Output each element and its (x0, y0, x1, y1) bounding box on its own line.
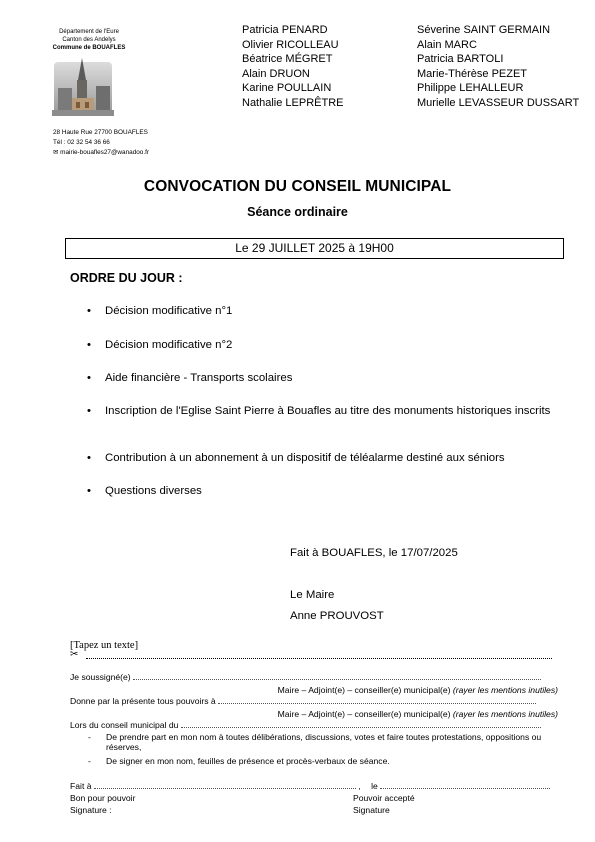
agenda-item-text: Questions diverses (105, 485, 202, 497)
agenda-item-text: Aide financière - Transports scolaires (105, 372, 293, 384)
agenda-item (87, 451, 559, 465)
clause-2 (70, 756, 558, 766)
fait-a-line: Fait à BOUAFLES, le 17/07/2025 (290, 547, 458, 559)
council-member: Philippe LEHALLEUR (417, 82, 524, 95)
meeting-date-box: Le 29 JUILLET 2025 à 19H00 (65, 238, 564, 259)
commune-line: Commune de BOUAFLES (52, 45, 126, 51)
agenda-item-text: Contribution à un abonnement à un dispositif de téléalarme destiné aux séniors (105, 452, 505, 464)
donne-row (70, 696, 558, 706)
council-member: Béatrice MÉGRET (242, 53, 333, 66)
bon-row (70, 793, 558, 803)
signature-row (70, 805, 558, 815)
donne-label: Donne par la présente tous pouvoirs à (70, 696, 216, 706)
roles-text: Maire – Adjoint(e) – conseiller(e) municipal(e) (277, 709, 451, 719)
scissors-icon: ✂ (70, 649, 79, 660)
signature-label-2[interactable]: Signature (353, 805, 390, 815)
council-member: Alain MARC (417, 38, 477, 51)
council-member: Karine POULLAIN (242, 82, 332, 95)
roles-text: Maire – Adjoint(e) – conseiller(e) municipal(e) (277, 685, 451, 695)
agenda-item-text: Décision modificative n°1 (105, 305, 233, 317)
document-title: CONVOCATION DU CONSEIL MUNICIPAL (143, 178, 452, 195)
council-member: Patricia BARTOLI (417, 53, 504, 66)
council-member: Séverine SAINT GERMAIN (417, 24, 551, 36)
agenda-item-text: Inscription de l'Eglise Saint Pierre à Bouafles au titre des monuments historiques inscrits (105, 405, 551, 417)
council-member: Patricia PENARD (242, 24, 328, 36)
bullet-icon: • (87, 405, 91, 417)
signature-label[interactable]: Signature : (70, 805, 112, 815)
council-names-right (417, 23, 579, 111)
address-line: 28 Haute Rue 27700 BOUAFLES (53, 129, 148, 136)
email-address[interactable]: mairie-bouafles27@wanadoo.fr (60, 149, 150, 156)
clause-1-text: De prendre part en mon nom à toutes délibérations, discussions, votes et faire toutes protestations, oppositions ou réserves, (106, 732, 542, 752)
agenda-item (87, 484, 559, 498)
agenda-item-text: Décision modificative n°2 (105, 339, 233, 351)
department-header (34, 28, 144, 52)
lors-row (70, 720, 558, 730)
rayer-note: (rayer les mentions inutiles) (452, 709, 558, 719)
pouvoir-accepte: Pouvoir accepté (353, 793, 415, 803)
cut-dotted-line (86, 658, 552, 659)
agenda-item (87, 404, 559, 418)
bon-pour-pouvoir: Bon pour pouvoir (70, 793, 136, 803)
email-line (53, 148, 149, 158)
agenda-heading: ORDRE DU JOUR : (70, 271, 183, 285)
council-member: Alain DRUON (242, 67, 310, 80)
bullet-icon: • (87, 452, 91, 464)
bullet-icon: • (87, 305, 91, 317)
soussigne-field[interactable] (133, 679, 541, 680)
envelope-icon: ✉ (53, 149, 59, 156)
church-logo (52, 58, 114, 120)
clause-1 (70, 732, 558, 752)
bullet-icon: • (87, 372, 91, 384)
agenda-item (87, 371, 559, 385)
canton-line: Canton des Andelys (62, 37, 116, 43)
council-names-left (242, 23, 344, 111)
proxy-form (70, 672, 558, 822)
fait-lieu-field[interactable] (94, 788, 356, 789)
clause-2-text: De signer en mon nom, feuilles de présence et procès-verbaux de séance. (106, 756, 390, 766)
dash-marker: - (88, 756, 91, 766)
council-member: Marie-Thérèse PEZET (417, 67, 528, 80)
mairie-address (53, 128, 149, 158)
rayer-note: (rayer les mentions inutiles) (452, 685, 558, 695)
le-label: le (371, 781, 378, 791)
phone-line: Tél : 02 32 54 36 66 (53, 139, 110, 146)
roles-row-2 (70, 709, 558, 719)
dept-line: Département de l'Eure (59, 29, 119, 35)
council-member: Murielle LEVASSEUR DUSSART (417, 96, 580, 109)
maire-name: Anne PROUVOST (290, 610, 384, 622)
lors-label: Lors du conseil municipal du (70, 720, 179, 730)
soussigne-label: Je soussigné(e) (70, 672, 131, 682)
agenda-item (87, 304, 559, 318)
dash-marker: - (88, 732, 91, 742)
conseil-date-field[interactable] (181, 727, 541, 728)
council-member: Nathalie LEPRÊTRE (242, 96, 344, 109)
maire-title: Le Maire (290, 589, 335, 601)
document-subtitle: Séance ordinaire (247, 205, 348, 219)
agenda-item (87, 338, 559, 352)
cut-line (70, 649, 552, 663)
fait-row: Fait à , le (70, 781, 558, 791)
bullet-icon: • (87, 339, 91, 351)
mandataire-field[interactable] (218, 703, 536, 704)
bullet-icon: • (87, 485, 91, 497)
fait-a-label: Fait à (70, 781, 92, 791)
fait-date-field[interactable] (380, 788, 550, 789)
council-member: Olivier RICOLLEAU (242, 38, 339, 51)
text-placeholder[interactable]: [Tapez un texte] (70, 640, 139, 651)
soussigne-row (70, 672, 558, 682)
roles-row-1 (70, 685, 558, 695)
